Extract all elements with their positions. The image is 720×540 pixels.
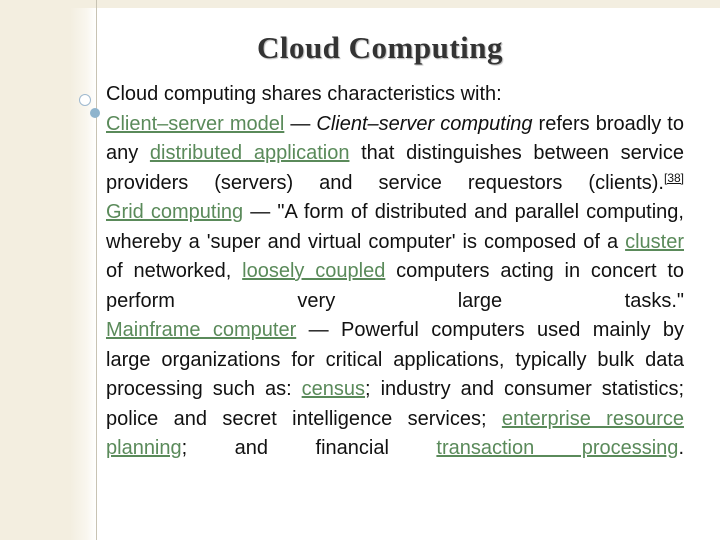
top-decorative-band [0, 0, 720, 8]
decorative-circle-outline [79, 94, 91, 106]
citation-ref[interactable]: [38] [663, 170, 684, 185]
vertical-rule [96, 0, 97, 540]
enterprise-resource-planning-link[interactable]: enterprise resource planning [106, 407, 684, 459]
list-item-grid-computing: Grid computing — "A form of distributed and parallel computing, whereby a 'super and virtual computer' is composed of a cluster of networked, loosely coupled computers acting in concert to perform very large tasks." [106, 201, 685, 312]
cluster-link[interactable]: cluster [625, 230, 684, 253]
transaction-processing-link[interactable]: transaction processing [436, 437, 679, 459]
slide-body [106, 80, 684, 464]
client-server-model-link[interactable]: Client–server model [106, 112, 285, 135]
left-decorative-band [0, 0, 96, 540]
intro-text: Cloud computing shares characteristics with: [106, 83, 502, 105]
decorative-circle-filled [90, 108, 100, 118]
list-item-mainframe: Mainframe computer — Powerful computers used mainly by large organizations for critical applications, typically bulk data processing such as: census; industry and consumer statistics; police and secret intelligence services; enterprise resource planning; and financial transaction processing. [106, 319, 684, 459]
loosely-coupled-link[interactable]: loosely coupled [242, 260, 386, 282]
mainframe-computer-link[interactable]: Mainframe computer [106, 319, 297, 341]
grid-computing-link[interactable]: Grid computing [106, 201, 244, 223]
distributed-application-link[interactable]: distributed application [149, 142, 350, 164]
slide-title: Cloud Computing [256, 30, 504, 65]
list-item-client-server: Client–server model — Client–server computing refers broadly to any distributed application that distinguishes between service providers (servers) and service requestors (clients).[38] [106, 112, 684, 194]
census-link[interactable]: census [301, 378, 366, 400]
